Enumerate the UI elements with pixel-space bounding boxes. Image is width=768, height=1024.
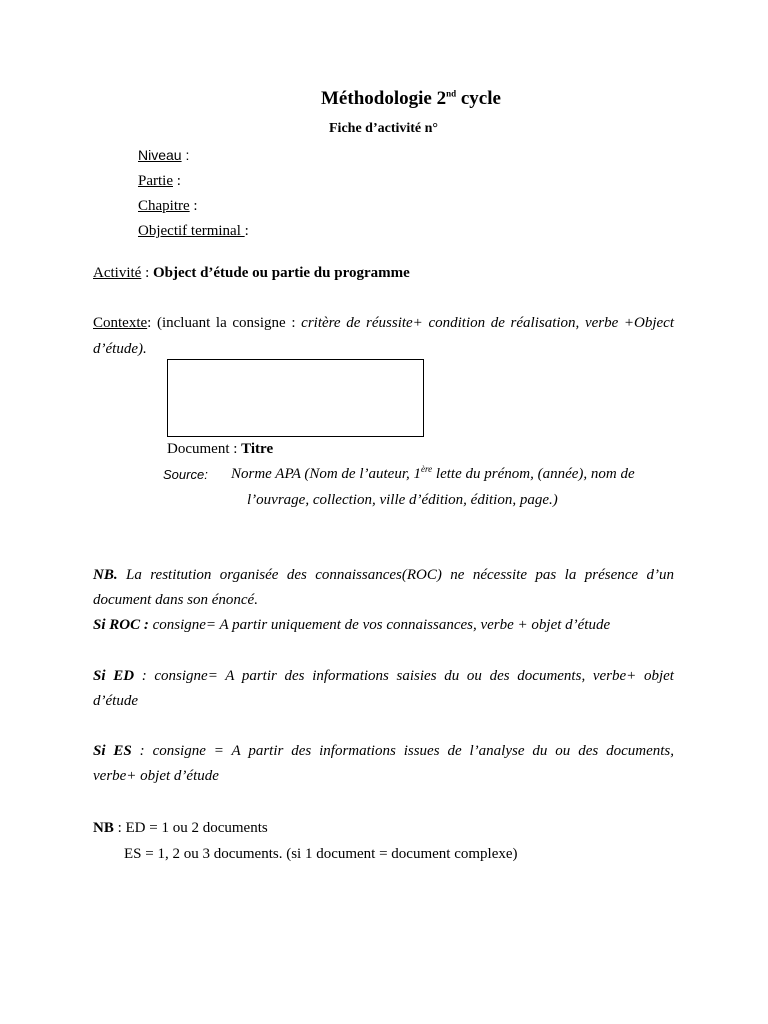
ed-line-1 (93, 668, 674, 685)
ed-line-2: d’étude (93, 693, 138, 709)
field-objectif (138, 223, 249, 240)
document-title: Titre (241, 441, 274, 457)
roc-label: Si ROC : (93, 617, 149, 633)
field-sep: : (189, 198, 198, 214)
document-caption (167, 441, 273, 458)
activity-label: Activité (93, 265, 142, 281)
context-line-2: d’étude). (93, 341, 147, 357)
context-prefix: : (incluant la consigne : (147, 315, 302, 331)
activity-sep: : (141, 265, 153, 281)
roc-text: consigne= A partir uniquement de vos connaissances, verbe + objet d’étude (148, 617, 611, 633)
footer-nb-text: : ED = 1 ou 2 documents (113, 820, 268, 836)
es-text: : consigne = A partir des informations issues de l’analyse du ou des documents, (131, 743, 674, 759)
field-sep: : (244, 223, 249, 239)
field-label: Partie (138, 173, 173, 189)
roc-line (93, 617, 610, 634)
page-title (321, 88, 501, 110)
ed-label: Si ED (93, 668, 135, 684)
title-end: cycle (456, 88, 501, 109)
field-sep: : (173, 173, 181, 189)
es-label: Si ES (93, 743, 132, 759)
nb-line-1 (93, 567, 674, 584)
footer-nb-label: NB (93, 820, 114, 836)
nb-label: NB. (93, 567, 118, 583)
source-sup: ère (421, 464, 433, 474)
context-label: Contexte (93, 315, 148, 331)
source-line-1 (231, 466, 635, 483)
document-label: Document : (167, 441, 242, 457)
field-partie (138, 173, 181, 190)
source-text-b: lette du prénom, (année), nom de (432, 466, 635, 482)
ed-text: : consigne= A partir des informations saisies du ou des documents, verbe+ objet (134, 668, 674, 684)
footer-nb-line-2: ES = 1, 2 ou 3 documents. (si 1 document = document complexe) (124, 846, 518, 862)
field-label: Niveau (138, 147, 182, 163)
subtitle: Fiche d’activité n° (329, 121, 439, 136)
nb-text: La restitution organisée des connaissances(ROC) ne nécessite pas la présence d’un (117, 567, 674, 583)
es-line-1 (93, 743, 674, 760)
source-text-a: Norme APA (Nom de l’auteur, 1 (231, 466, 421, 482)
nb-line-2: document dans son énoncé. (93, 592, 258, 608)
source-line-2: l’ouvrage, collection, ville d’édition, édition, page.) (247, 492, 558, 508)
footer-nb-line-1 (93, 820, 268, 837)
field-label: Chapitre (138, 198, 190, 214)
field-label: Objectif terminal (138, 223, 245, 239)
field-chapitre (138, 198, 198, 215)
field-sep: : (181, 147, 190, 163)
activity-line (93, 265, 410, 282)
context-line-1 (93, 315, 674, 332)
title-sup: nd (446, 88, 457, 99)
document-frame (167, 359, 424, 437)
source-label: Source: (163, 467, 208, 482)
activity-value: Object d’étude ou partie du programme (153, 265, 410, 281)
title-main: Méthodologie 2 (321, 88, 447, 109)
field-niveau (138, 147, 189, 163)
es-line-2: verbe+ objet d’étude (93, 768, 219, 784)
context-italic: critère de réussite+ condition de réalisation, verbe +Object (301, 315, 674, 331)
